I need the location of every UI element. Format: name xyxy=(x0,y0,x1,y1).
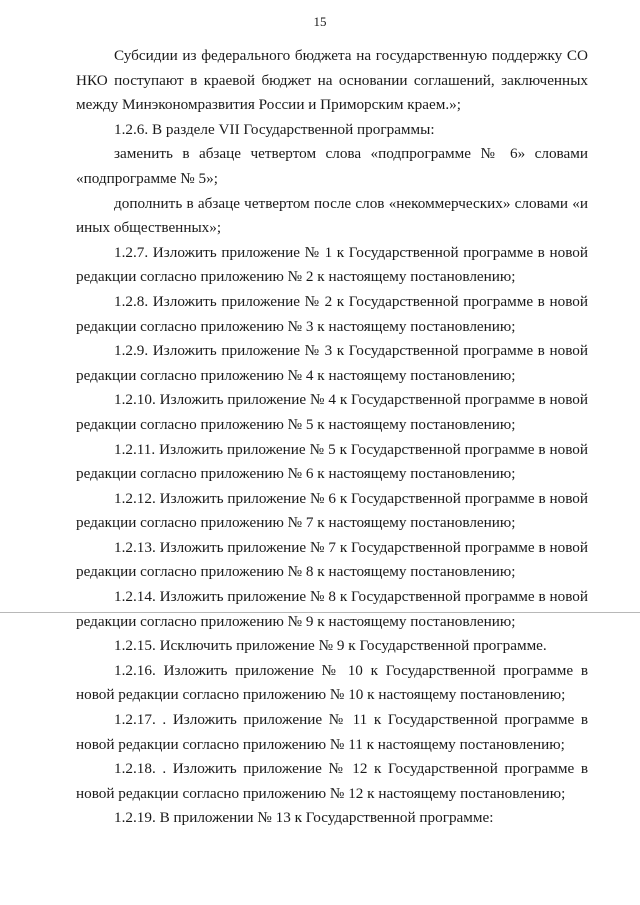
paragraph-15: 1.2.17. . Изложить приложение № 11 к Государственной программе в новой редакции согласно приложению № 11 к настоящему постановлению; xyxy=(76,711,588,753)
paragraph-10: 1.2.12. Изложить приложение № 6 к Государственной программе в новой редакции согласно приложению № 7 к настоящему постановлению; xyxy=(76,489,588,532)
page-number: 15 xyxy=(313,14,327,29)
paragraph-8: 1.2.10. Изложить приложение № 4 к Государственной программе в новой редакции согласно приложению № 5 к настоящему постановлению; xyxy=(76,391,588,433)
paragraph-3: заменить в абзаце четвертом слова «подпрограмме № 6» словами «подпрограмме № 5»; xyxy=(76,145,588,187)
paragraph-4: дополнить в абзаце четвертом после слов «некоммерческих» словами «и иных общественных»; xyxy=(76,194,588,237)
paragraph-7: 1.2.9. Изложить приложение № 3 к Государственной программе в новой редакции согласно приложению № 4 к настоящему постановлению; xyxy=(76,342,588,384)
paragraph-13: 1.2.15. Исключить приложение № 9 к Государственной программе. xyxy=(114,637,547,655)
paragraph-14: 1.2.16. Изложить приложение № 10 к Государственной программе в новой редакции согласно приложению № 10 к настоящему постановлению; xyxy=(76,661,588,704)
paragraph-11: 1.2.13. Изложить приложение № 7 к Государственной программе в новой редакции согласно приложению № 8 к настоящему постановлению; xyxy=(76,538,588,581)
paragraph-12: 1.2.14. Изложить приложение № 8 к Государственной программе в новой редакции согласно приложению № 9 к настоящему постановлению; xyxy=(76,588,588,630)
paragraph-5: 1.2.7. Изложить приложение № 1 к Государственной программе в новой редакции согласно приложению № 2 к настоящему постановлению; xyxy=(76,243,588,286)
paragraph-17: 1.2.19. В приложении № 13 к Государственной программе: xyxy=(114,809,494,827)
paragraph-16: 1.2.18. . Изложить приложение № 12 к Государственной программе в новой редакции согласно приложению № 12 к настоящему постановлению; xyxy=(76,760,588,802)
document-body xyxy=(76,44,588,831)
paragraph-9: 1.2.11. Изложить приложение № 5 к Государственной программе в новой редакции согласно приложению № 6 к настоящему постановлению; xyxy=(76,440,588,483)
paragraph-1: Субсидии из федерального бюджета на государственную поддержку СО НКО поступают в краевой бюджет на основании соглашений, заключенных между Минэкономразвития России и Приморским краем.»; xyxy=(76,47,588,114)
paragraph-2: 1.2.6. В разделе VII Государственной программы: xyxy=(114,120,435,138)
paragraph-6: 1.2.8. Изложить приложение № 2 к Государственной программе в новой редакции согласно приложению № 3 к настоящему постановлению; xyxy=(76,292,588,335)
